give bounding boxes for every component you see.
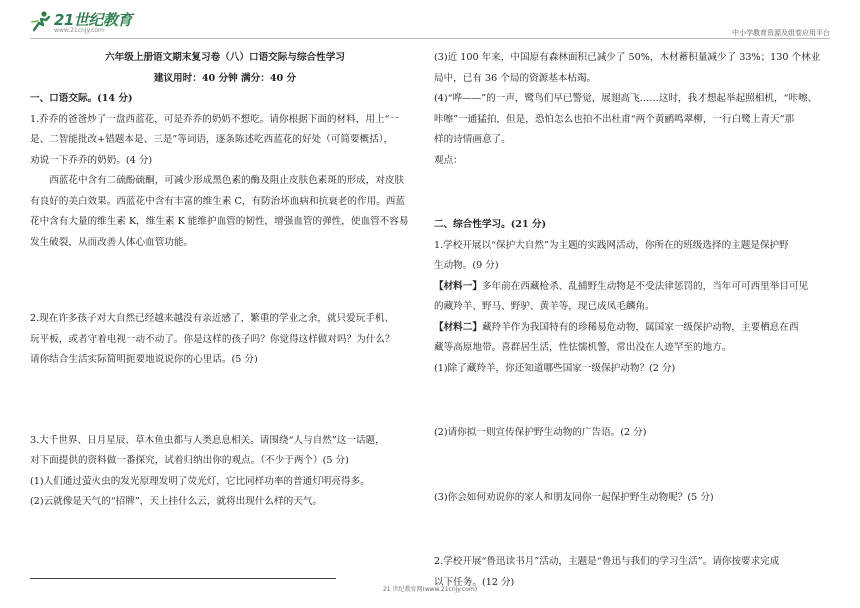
section2-question-1 [434, 236, 830, 277]
q-line: 1.学校开展以“保护大自然”为主题的实践网活动，你所在的班级选择的主题是保护野 [434, 239, 789, 251]
q-line: 生动物。(9 分) [434, 260, 499, 271]
q-line: 2.学校开展“鲁迅读书月”活动，主题是“鲁迅与我们的学习生活”。请你按要求完成 [434, 556, 780, 567]
material-line: 有良好的美白效果。西蓝花中含有丰富的维生素 C，有防治坏血病和抗衰老的作用。西蓝 [30, 195, 405, 207]
runner-logo-icon [30, 10, 52, 32]
q3-line: (1)人们通过萤火虫的发光原理发明了荧光灯，它比同样功率的普通灯明亮得多。 [30, 475, 370, 487]
item-line: 咔嚓”一通猛拍，但是，恐怕怎么也拍不出杜甫“两个黄鹂鸣翠柳，一行白鹭上青天”那 [434, 113, 795, 125]
material-1 [434, 277, 830, 318]
q1-material [30, 171, 420, 253]
q3-line: 对下面提供的资料做一番探究，试着归纳出你的观点。（不少于两个）(5 分) [30, 455, 349, 466]
footer-divider [30, 578, 336, 579]
section-2-heading: 二、综合性学习。(21 分) [434, 219, 547, 230]
answer-space[interactable] [434, 508, 830, 552]
sub-question-3: (3)你会如何劝说你的家人和朋友同你一起保护野生动物呢？(5 分) [434, 491, 714, 503]
material-2-label: 【材料二】 [434, 321, 482, 333]
right-column [434, 48, 830, 593]
item-line: 样的诗情画意了。 [434, 134, 511, 145]
exam-title: 六年级上册语文期末复习卷（八）口语交际与综合性学习 [105, 52, 345, 63]
answer-space[interactable] [30, 253, 420, 309]
q2-line: 玩平板，或者守着电视一动不动了。你是这样的孩子吗？你觉得这样做对吗？为什么？ [30, 333, 395, 345]
material-1-label: 【材料一】 [434, 280, 482, 292]
page-footer[interactable]: 21 世纪教育网(www.21cnjy.com) [382, 586, 478, 593]
q3-item-4 [434, 89, 830, 151]
material-line: 西蓝花中含有二硫酚硫酮，可减少形成黑色素的酶及阻止皮肤色素斑的形成，对皮肤 [49, 175, 405, 186]
page-header [0, 0, 860, 44]
q1-line: 是、二智能批改+错题本是、三是”等词语，逐条陈述吃西蓝花的好处（可简要概括）， [30, 134, 394, 145]
sub-question-2: (2)请你拟一则宣传保护野生动物的广告语。(2 分) [434, 427, 647, 438]
answer-space[interactable] [434, 379, 830, 423]
q3-line: (2)云就像是天气的“招牌”，天上挂什么云，就将出现什么样的天气。 [30, 496, 323, 507]
section-1-heading: 一、口语交际。(14 分) [30, 93, 133, 104]
exam-subtitle: 建议用时：40 分钟 满分：40 分 [153, 72, 297, 84]
material-line: 花中含有大量的维生素 K，维生素 K 能维护血管的韧性，增强血管的弹性，使血管不容易 [30, 216, 409, 227]
question-3 [30, 431, 420, 513]
material-2 [434, 318, 830, 359]
answer-space[interactable] [434, 171, 830, 215]
material-line: 藏等高原地带。喜群居生活，性怯懦机警，常出没在人迹罕至的地方。 [434, 342, 732, 353]
item-line: (3)近 100 年来，中国原有森林面积已减少了 50%，木材蓄积量减少了 33%；130 个林业 [434, 52, 821, 63]
material-line [434, 318, 830, 339]
q2-line: 2.现在许多孩子对大自然已经越来越没有亲近感了，繁重的学业之余，就只爱玩手机、 [30, 313, 395, 324]
header-divider [30, 38, 830, 39]
answer-space[interactable] [434, 444, 830, 488]
sub-question-1: (1)除了藏羚羊，你还知道哪些国家一级保护动物？(2 分) [434, 362, 676, 374]
material-line: 的藏羚羊、野马、野驴、黄羊等，现已成凤毛麟角。 [434, 301, 655, 312]
material-1-text: 多年前在西藏枪杀、乱捕野生动物是不受法律惩罚的，当年可可西里举目可见 [481, 280, 809, 292]
q1-line: 劝说一下乔乔的奶奶。(4 分) [30, 154, 153, 166]
q-line: 以下任务。(12 分) [434, 576, 515, 588]
logo-url: www.21cnjy.com [54, 27, 104, 34]
viewpoint-label: 观点： [434, 154, 463, 166]
question-1 [30, 110, 420, 172]
platform-name: 中小学教育资源及组卷应用平台 [732, 29, 830, 37]
item-line: (4)“哗——”的一声，鹭鸟们早已警觉，展翅高飞……这时，我才想起举起照相机，“咔嚓、 [434, 93, 818, 104]
material-line: 发生破裂，从而改善人体心血管功能。 [30, 236, 194, 248]
question-2 [30, 309, 420, 371]
answer-space[interactable] [30, 371, 420, 431]
q3-item-3 [434, 48, 830, 89]
q1-line: 1.乔乔的爸爸炒了一盘西蓝花，可是乔乔的奶奶不想吃。请你根据下面的材料，用上“一 [30, 113, 400, 125]
site-logo[interactable] [30, 8, 140, 36]
q3-line: 3.大千世界、日月星辰、草木鱼虫都与人类息息相关。请围绕“人与自然”这一话题， [30, 434, 385, 446]
q2-line: 请你结合生活实际简明扼要地说说你的心里话。(5 分) [30, 354, 258, 365]
material-line [434, 277, 830, 298]
item-line: 局中，已有 36 个局的资源基本枯竭。 [434, 72, 597, 84]
left-column [30, 48, 420, 513]
logo-name: 21世纪教育 [54, 11, 132, 29]
material-2-text: 藏羚羊作为我国特有的珍稀易危动物，属国家一级保护动物，主要栖息在西 [481, 321, 799, 333]
